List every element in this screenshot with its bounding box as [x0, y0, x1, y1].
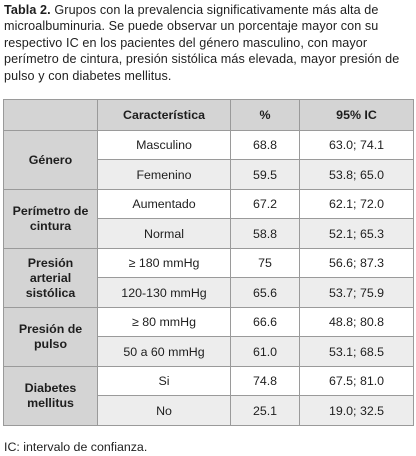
caption-text: Grupos con la prevalencia significativamente más alta de microalbuminuria. Se puede observar un porcentaje mayor con su respectivo IC en los pacientes del género masculino, con mayor perímetro de cintura, presión sistólica más elevada, mayor presión de pulso y con diabetes mellitus.	[4, 3, 400, 83]
row-percent: 65.6	[231, 278, 300, 308]
table-row	[4, 367, 414, 396]
row-sub-label: Femenino	[98, 160, 231, 190]
header-ci: 95% IC	[300, 100, 414, 131]
caption-label: Tabla 2.	[4, 3, 51, 17]
table-footnote: IC: intervalo de confianza.	[4, 440, 148, 454]
row-ci: 53.8; 65.0	[300, 160, 414, 190]
row-percent: 68.8	[231, 131, 300, 160]
row-ci: 19.0; 32.5	[300, 396, 414, 426]
row-percent: 59.5	[231, 160, 300, 190]
table-row	[4, 190, 414, 219]
row-sub-label: Si	[98, 367, 231, 396]
group-label: Presión de pulso	[4, 308, 98, 367]
row-ci: 63.0; 74.1	[300, 131, 414, 160]
table-caption	[4, 2, 412, 84]
row-percent: 75	[231, 249, 300, 278]
row-percent: 58.8	[231, 219, 300, 249]
row-sub-label: No	[98, 396, 231, 426]
row-sub-label: 120-130 mmHg	[98, 278, 231, 308]
row-ci: 62.1; 72.0	[300, 190, 414, 219]
header-characteristic: Característica	[98, 100, 231, 131]
row-sub-label: Masculino	[98, 131, 231, 160]
row-percent: 74.8	[231, 367, 300, 396]
row-percent: 66.6	[231, 308, 300, 337]
row-sub-label: ≥ 180 mmHg	[98, 249, 231, 278]
table-row	[4, 249, 414, 278]
group-label: Género	[4, 131, 98, 190]
row-ci: 53.7; 75.9	[300, 278, 414, 308]
table-row	[4, 131, 414, 160]
row-percent: 25.1	[231, 396, 300, 426]
group-label: Perímetro de cintura	[4, 190, 98, 249]
row-percent: 61.0	[231, 337, 300, 367]
header-percent: %	[231, 100, 300, 131]
group-label: Diabetes mellitus	[4, 367, 98, 426]
group-label: Presión arterial sistólica	[4, 249, 98, 308]
prevalence-table	[3, 99, 414, 426]
header-cell-blank	[4, 100, 98, 131]
row-sub-label: 50 a 60 mmHg	[98, 337, 231, 367]
row-sub-label: Normal	[98, 219, 231, 249]
table-row	[4, 308, 414, 337]
row-ci: 53.1; 68.5	[300, 337, 414, 367]
row-percent: 67.2	[231, 190, 300, 219]
row-sub-label: ≥ 80 mmHg	[98, 308, 231, 337]
row-ci: 67.5; 81.0	[300, 367, 414, 396]
row-sub-label: Aumentado	[98, 190, 231, 219]
row-ci: 52.1; 65.3	[300, 219, 414, 249]
row-ci: 48.8; 80.8	[300, 308, 414, 337]
row-ci: 56.6; 87.3	[300, 249, 414, 278]
header-row	[4, 100, 414, 131]
